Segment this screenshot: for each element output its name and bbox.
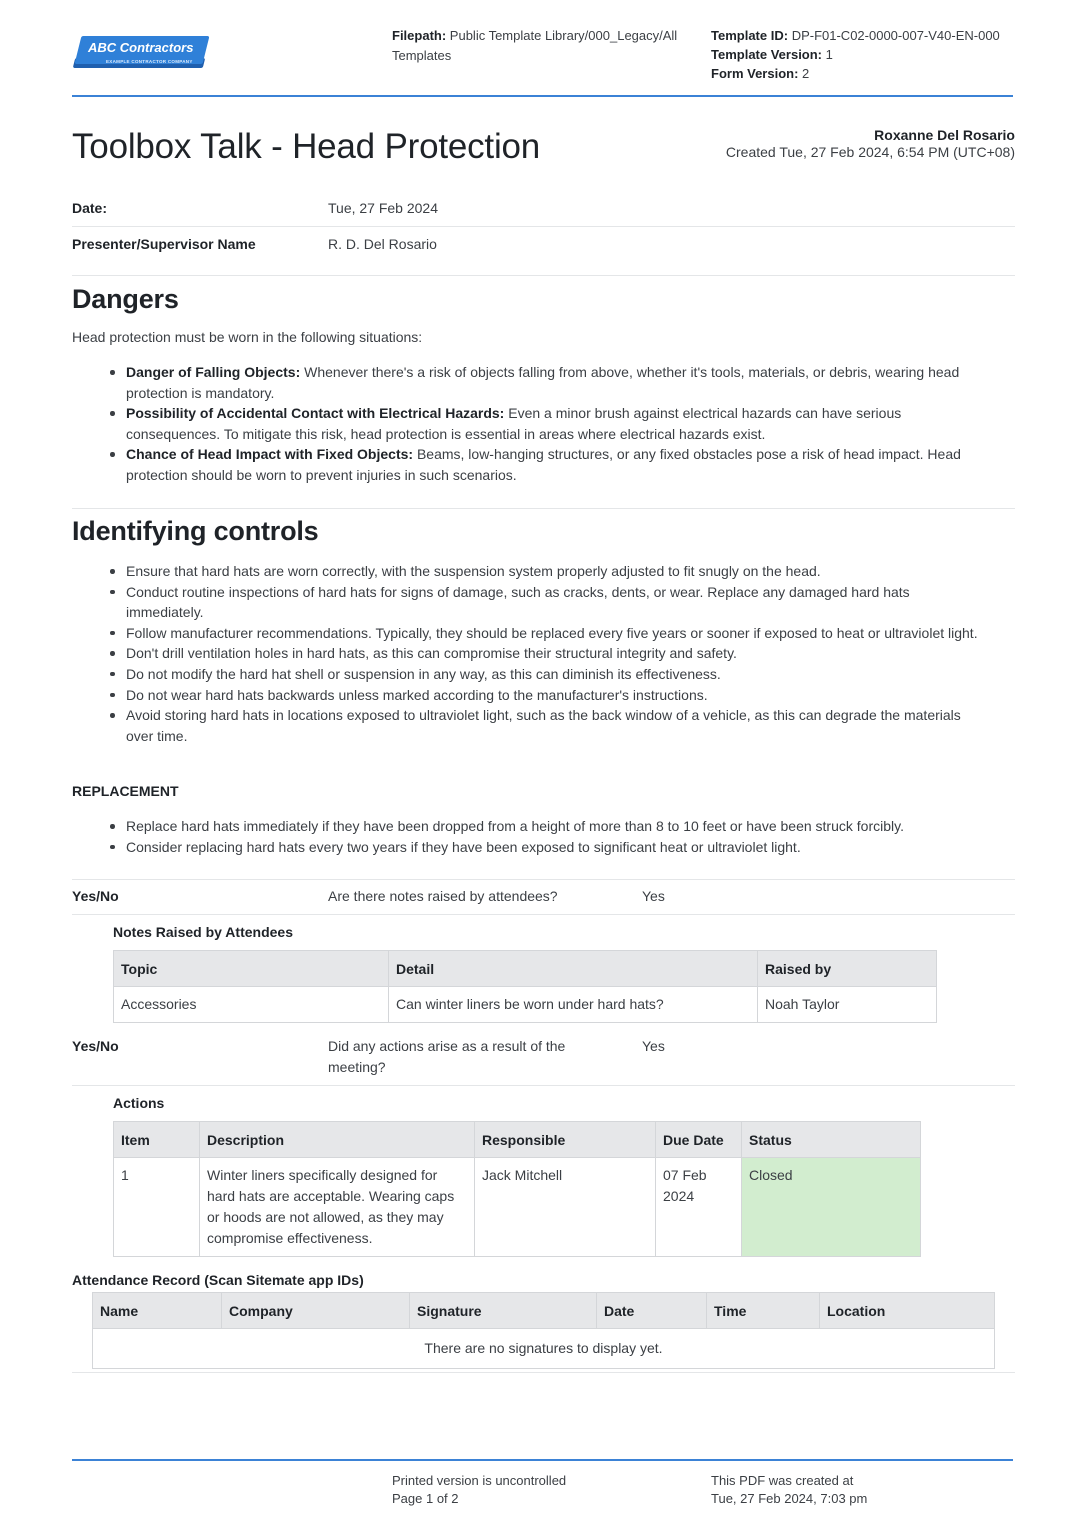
notes-table-title: Notes Raised by Attendees — [113, 924, 293, 940]
table-row — [114, 1158, 921, 1257]
section-divider — [72, 1085, 1015, 1086]
attendance-table — [92, 1292, 995, 1369]
question-text: Did any actions arise as a result of the meeting? — [328, 1038, 566, 1075]
table-cell: Can winter liners be worn under hard hats? — [389, 987, 758, 1023]
section-divider — [72, 508, 1015, 509]
dangers-intro: Head protection must be worn in the following situations: — [72, 329, 423, 345]
table-cell: 07 Feb 2024 — [656, 1158, 742, 1257]
page-title: Toolbox Talk - Head Protection — [72, 127, 541, 166]
table-cell: Winter liners specifically designed for hard hats are acceptable. Wearing caps or hoods are not allowed, as they may compromise effectiveness. — [200, 1158, 475, 1257]
actions-question-row — [72, 1038, 1015, 1086]
header-divider — [72, 95, 1013, 97]
dangers-list — [108, 362, 978, 486]
replacement-heading: REPLACEMENT — [72, 783, 179, 799]
list-item: Ensure that hard hats are worn correctly, with the suspension system properly adjusted to fit snugly on the head. — [108, 561, 978, 582]
list-item: Avoid storing hard hats in locations exposed to ultraviolet light, such as the back window of a vehicle, as this can degrade the materials over time. — [108, 705, 978, 746]
table-cell: Accessories — [114, 987, 389, 1023]
author-name: Roxanne Del Rosario — [874, 127, 1015, 143]
template-version-label: Template Version: — [711, 47, 823, 62]
column-header: Topic — [114, 951, 389, 987]
date-label: Date: — [72, 200, 108, 216]
filepath-label: Filepath: — [392, 28, 447, 43]
date-field-row — [72, 190, 1015, 227]
question-label: Yes/No — [72, 888, 119, 904]
list-item: Replace hard hats immediately if they have been dropped from a height of more than 8 to 10 feet or have been struck forcibly. — [108, 816, 978, 837]
question-label: Yes/No — [72, 1038, 119, 1054]
date-value: Tue, 27 Feb 2024 — [328, 200, 439, 216]
footer-created-date: Tue, 27 Feb 2024, 7:03 pm — [711, 1491, 868, 1506]
status-cell: Closed — [742, 1158, 921, 1257]
created-timestamp: Created Tue, 27 Feb 2024, 6:54 PM (UTC+08) — [725, 144, 1015, 160]
table-row — [93, 1329, 995, 1369]
column-header: Time — [707, 1293, 820, 1329]
creator-block — [726, 127, 1015, 161]
actions-table-title: Actions — [113, 1095, 165, 1111]
column-header: Responsible — [475, 1122, 656, 1158]
form-version-label: Form Version: — [711, 66, 799, 81]
list-item: Do not wear hard hats backwards unless marked according to the manufacturer's instructions. — [108, 685, 978, 706]
footer-created-info — [711, 1472, 867, 1508]
empty-message: There are no signatures to display yet. — [93, 1329, 995, 1369]
list-item: Possibility of Accidental Contact with Electrical Hazards: Even a minor brush against electrical hazards can have serious consequences. To mitigate this risk, head protection is essential in areas where electrical hazards exist. — [108, 403, 978, 444]
column-header: Due Date — [656, 1122, 742, 1158]
logo-tagline: EXAMPLE CONTRACTOR COMPANY — [106, 59, 193, 64]
column-header: Description — [200, 1122, 475, 1158]
footer-page-number: Page 1 of 2 — [392, 1491, 459, 1506]
table-cell: Noah Taylor — [758, 987, 937, 1023]
filepath-value: Public Template Library/000_Legacy/All Templates — [392, 28, 678, 63]
form-version-value: 2 — [802, 66, 810, 81]
question-answer: Yes — [642, 1038, 665, 1054]
section-divider — [72, 1372, 1015, 1373]
logo-name: ABC Contractors — [88, 40, 194, 55]
list-item: Follow manufacturer recommendations. Typically, they should be replaced every five years or sooner if exposed to heat or ultraviolet light. — [108, 623, 978, 644]
footer-print-notice — [392, 1472, 566, 1508]
actions-table — [113, 1121, 921, 1257]
filepath-block — [392, 26, 692, 66]
list-item: Don't drill ventilation holes in hard hats, as this can compromise their structural integrity and safety. — [108, 643, 978, 664]
presenter-field-row — [72, 227, 1015, 276]
column-header: Detail — [389, 951, 758, 987]
controls-list — [108, 561, 978, 746]
table-cell: 1 — [114, 1158, 200, 1257]
section-divider — [72, 914, 1015, 915]
footer-divider — [72, 1459, 1013, 1461]
dangers-heading: Dangers — [72, 284, 179, 314]
column-header: Status — [742, 1122, 921, 1158]
column-header: Signature — [410, 1293, 597, 1329]
column-header: Company — [222, 1293, 410, 1329]
replacement-list — [108, 816, 978, 857]
controls-heading: Identifying controls — [72, 516, 319, 546]
presenter-value: R. D. Del Rosario — [328, 236, 437, 252]
table-cell: Jack Mitchell — [475, 1158, 656, 1257]
notes-table — [113, 950, 937, 1023]
template-version-value: 1 — [825, 47, 833, 62]
list-item: Danger of Falling Objects: Whenever there's a risk of objects falling from above, whether it's tools, materials, or debris, wearing head protection is mandatory. — [108, 362, 978, 403]
table-row — [114, 987, 937, 1023]
question-answer: Yes — [642, 888, 665, 904]
template-id-label: Template ID: — [711, 28, 789, 43]
attendance-title: Attendance Record (Scan Sitemate app IDs) — [72, 1272, 364, 1288]
presenter-label: Presenter/Supervisor Name — [72, 236, 256, 252]
notes-question-row — [72, 888, 1015, 914]
section-divider — [72, 879, 1015, 880]
footer-created-label: This PDF was created at — [711, 1473, 854, 1488]
column-header: Name — [93, 1293, 222, 1329]
column-header: Date — [597, 1293, 707, 1329]
column-header: Location — [820, 1293, 995, 1329]
template-info-block — [711, 26, 1021, 83]
footer-uncontrolled: Printed version is uncontrolled — [392, 1473, 567, 1488]
company-logo — [72, 36, 212, 70]
list-item: Do not modify the hard hat shell or suspension in any way, as this can diminish its effectiveness. — [108, 664, 978, 685]
column-header: Item — [114, 1122, 200, 1158]
question-text: Are there notes raised by attendees? — [328, 888, 558, 904]
template-id-value: DP-F01-C02-0000-007-V40-EN-000 — [791, 28, 1000, 43]
list-item: Consider replacing hard hats every two years if they have been exposed to significant heat or ultraviolet light. — [108, 837, 978, 858]
column-header: Raised by — [758, 951, 937, 987]
list-item: Conduct routine inspections of hard hats for signs of damage, such as cracks, dents, or wear. Replace any damaged hard hats immediately. — [108, 582, 978, 623]
list-item: Chance of Head Impact with Fixed Objects: Beams, low-hanging structures, or any fixed obstacles pose a risk of head impact. Head protection should be worn to prevent injuries in such scenarios. — [108, 444, 978, 485]
page-header — [72, 26, 1014, 96]
